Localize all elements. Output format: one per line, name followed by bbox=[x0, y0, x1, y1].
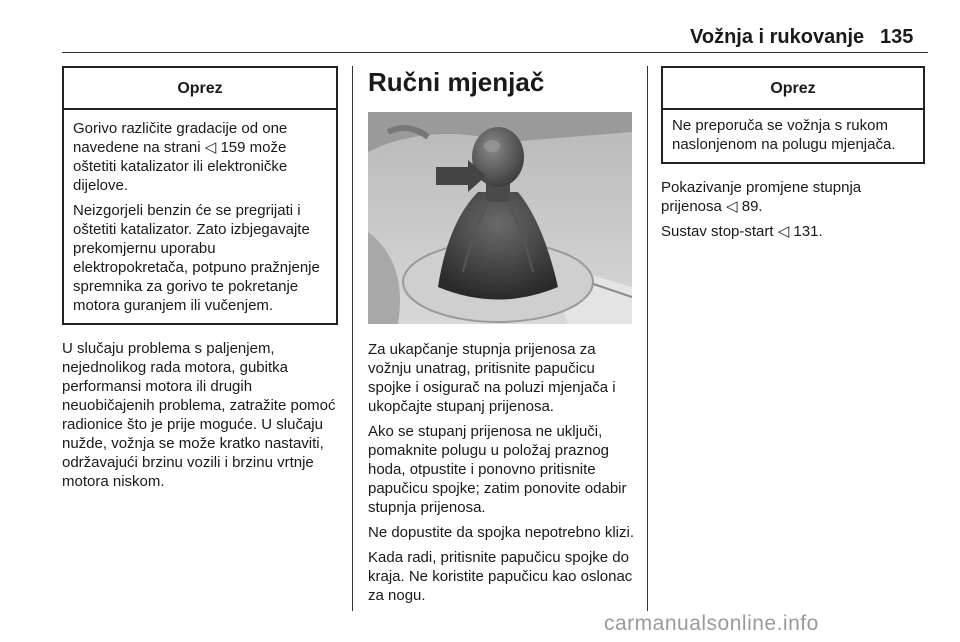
caution-box-hand-on-lever bbox=[661, 66, 925, 164]
caution-body bbox=[64, 110, 336, 323]
column-left bbox=[62, 66, 338, 497]
column-right bbox=[661, 66, 925, 247]
paragraph-reverse-gear: Za ukapčanje stupnja prijenosa za vožnju unatrag, pritisnite papučicu spojke i osigurač na poluzi mjenjača i ukopčajte stupanj prijenosa. bbox=[368, 341, 616, 415]
paragraph-gear-not-engaged: Ako se stupanj prijenosa ne uključi, pomaknite polugu u položaj praznog hoda, otpustite i ponovno pritisnite papučicu spojke; zatim ponovite odabir stupnja prijenosa. bbox=[368, 423, 627, 516]
page-number: 135 bbox=[880, 26, 914, 48]
reference-shift-indicator: Pokazivanje promjene stupnja prijenosa ◁ 89. bbox=[661, 179, 862, 215]
caution-heading: Oprez bbox=[64, 68, 336, 110]
section-title: Ručni mjenjač bbox=[368, 67, 545, 97]
paragraph-clutch-full: Kada radi, pritisnite papučicu spojke do kraja. Ne koristite papučicu kao oslonac za nogu. bbox=[368, 549, 633, 604]
caution-paragraph-1: Ne preporuča se vožnja s rukom naslonjenom na polugu mjenjača. bbox=[672, 117, 896, 153]
body-paragraph-ignition: U slučaju problema s paljenjem, nejednolikog rada motora, gubitka performansi motora ili drugih neuobičajenih problema, zatražite pomoć radionice što je prije moguće. U slučaju nužde, vožnja se može kratko nastaviti, održavajući brzinu vozili i brzinu vrtnje motora niskom. bbox=[62, 340, 336, 490]
header-divider bbox=[62, 52, 928, 53]
gear-shift-lever-photo bbox=[368, 112, 632, 324]
column-middle bbox=[368, 66, 636, 611]
paragraph-clutch-slip: Ne dopustite da spojka nepotrebno klizi. bbox=[368, 524, 635, 541]
caution-body bbox=[663, 110, 923, 162]
caution-paragraph-2: Neizgorjeli benzin će se pregrijati i oštetiti katalizator. Zato izbjegavajte prekomjernu uporabu elektropokretača, potpuno pražnjenje spremnika za gorivo te pokretanje motora guranjem ili vučenjem. bbox=[73, 202, 320, 314]
chapter-title: Vožnja i rukovanje bbox=[690, 26, 865, 48]
column-divider-1 bbox=[352, 66, 353, 611]
column-divider-2 bbox=[647, 66, 648, 611]
caution-heading: Oprez bbox=[663, 68, 923, 110]
watermark: carmanualsonline.info bbox=[604, 612, 819, 635]
caution-paragraph-1: Gorivo različite gradacije od one navedene na strani ◁ 159 može oštetiti katalizator ili elektroničke dijelove. bbox=[73, 120, 288, 194]
caution-box-fuel bbox=[62, 66, 338, 325]
reference-stop-start: Sustav stop-start ◁ 131. bbox=[661, 223, 823, 240]
